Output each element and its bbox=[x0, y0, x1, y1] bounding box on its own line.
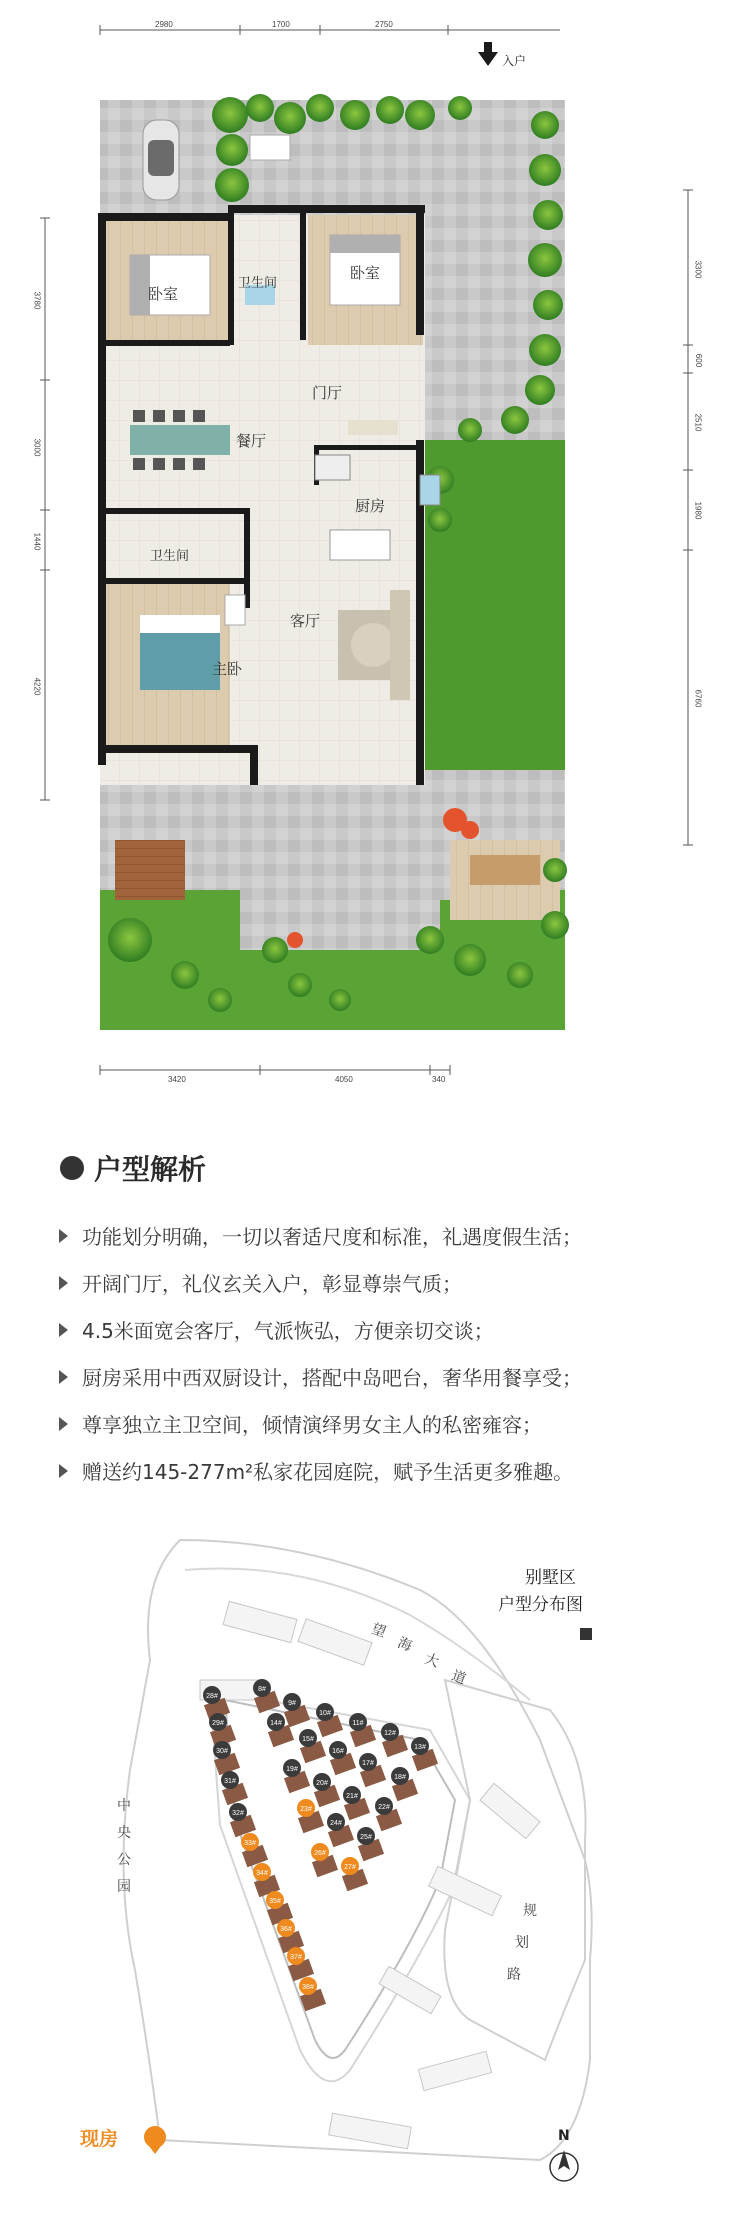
unit-label: 38# bbox=[302, 1984, 314, 1991]
unit-label: 12# bbox=[384, 1730, 396, 1737]
dim-right-1: 3300 bbox=[693, 260, 703, 279]
unit-label: 26# bbox=[314, 1850, 326, 1857]
dim-right-2: 600 bbox=[694, 353, 704, 368]
north-label: N bbox=[558, 2128, 570, 2144]
title-bullet-dot bbox=[60, 1156, 84, 1180]
unit-label: 27# bbox=[344, 1864, 356, 1871]
legend-label: 现房 bbox=[80, 2128, 119, 2150]
road-left-char: 央 bbox=[117, 1825, 131, 1841]
unit-label: 16# bbox=[332, 1748, 344, 1755]
unit-label: 32# bbox=[232, 1810, 244, 1817]
analysis-list bbox=[55, 1212, 695, 1494]
dim-left-1: 3780 bbox=[32, 291, 42, 310]
road-left-char: 公 bbox=[117, 1852, 131, 1868]
arrow-right-icon bbox=[59, 1229, 68, 1243]
dim-bottom-2: 4050 bbox=[335, 1075, 353, 1084]
sitemap-title-line2: 户型分布图 bbox=[498, 1595, 583, 1615]
unit-label: 14# bbox=[270, 1720, 282, 1727]
analysis-point-text: 4.5米面宽会客厅，气派恢弘，方便亲切交谈； bbox=[82, 1319, 494, 1343]
dim-right-3: 2510 bbox=[693, 413, 703, 432]
unit-label: 22# bbox=[378, 1804, 390, 1811]
legend-square-icon bbox=[580, 1628, 592, 1640]
dim-right-5: 6760 bbox=[693, 689, 703, 708]
road-top-char: 海 bbox=[395, 1635, 414, 1655]
location-pin-icon bbox=[144, 2126, 166, 2154]
road-left-char: 园 bbox=[117, 1879, 131, 1895]
unit-label: 21# bbox=[346, 1793, 358, 1800]
unit-label: 13# bbox=[414, 1744, 426, 1751]
unit-label: 28# bbox=[206, 1693, 218, 1700]
arrow-right-icon bbox=[59, 1370, 68, 1384]
analysis-point bbox=[55, 1212, 695, 1259]
dim-bottom-3: 340 bbox=[432, 1075, 446, 1084]
floor-plan bbox=[0, 0, 740, 1110]
analysis-point-text: 尊享独立主卫空间，倾情演绎男女主人的私密雍容； bbox=[82, 1413, 542, 1437]
unit-label: 11# bbox=[352, 1720, 364, 1727]
unit-label: 31# bbox=[224, 1778, 236, 1785]
dim-left-2: 3000 bbox=[32, 438, 42, 457]
unit-label: 10# bbox=[319, 1710, 331, 1717]
sitemap-title-line1: 别墅区 bbox=[525, 1568, 576, 1588]
road-left-char: 中 bbox=[117, 1798, 131, 1814]
unit-label: 29# bbox=[212, 1720, 224, 1727]
room-bedroom-2: 卧室 bbox=[350, 264, 381, 282]
road-top-char: 望 bbox=[369, 1621, 388, 1641]
unit-label: 8# bbox=[258, 1686, 266, 1693]
road-right-char: 划 bbox=[515, 1935, 529, 1951]
site-map bbox=[0, 1500, 740, 2234]
room-kitchen: 厨房 bbox=[355, 497, 386, 515]
unit-label: 15# bbox=[302, 1736, 314, 1743]
analysis-point bbox=[55, 1447, 695, 1494]
arrow-right-icon bbox=[59, 1276, 68, 1290]
arrow-right-icon bbox=[59, 1323, 68, 1337]
unit-label: 35# bbox=[269, 1898, 281, 1905]
room-living: 客厅 bbox=[290, 612, 321, 630]
dim-top-2: 1700 bbox=[272, 20, 290, 29]
analysis-point bbox=[55, 1306, 695, 1353]
unit-label: 24# bbox=[330, 1820, 342, 1827]
room-foyer: 门厅 bbox=[312, 384, 343, 402]
unit-label: 23# bbox=[300, 1806, 312, 1813]
arrow-right-icon bbox=[59, 1464, 68, 1478]
unit-label: 9# bbox=[288, 1700, 296, 1707]
unit-label: 25# bbox=[360, 1834, 372, 1841]
dim-left-4: 4220 bbox=[32, 677, 42, 696]
analysis-point-text: 功能划分明确，一切以奢适尺度和标准，礼遇度假生活； bbox=[82, 1225, 582, 1249]
room-master-bedroom: 主卧 bbox=[212, 660, 243, 678]
entry-label: 入户 bbox=[502, 54, 527, 68]
unit-label: 20# bbox=[316, 1780, 328, 1787]
dim-left-3: 1440 bbox=[32, 532, 42, 551]
room-bedroom-1: 卧室 bbox=[148, 285, 179, 303]
unit-label: 36# bbox=[280, 1926, 292, 1933]
analysis-point-text: 开阔门厅，礼仪玄关入户，彰显尊崇气质； bbox=[82, 1272, 462, 1296]
dim-top-1: 2980 bbox=[155, 20, 173, 29]
room-bathroom-master: 卫生间 bbox=[150, 549, 190, 564]
analysis-point-text: 赠送约145-277m²私家花园庭院，赋予生活更多雅趣。 bbox=[82, 1460, 574, 1484]
unit-label: 30# bbox=[216, 1748, 228, 1755]
road-right-char: 路 bbox=[507, 1967, 521, 1983]
road-top-char: 大 bbox=[422, 1651, 441, 1671]
dim-bottom-1: 3420 bbox=[168, 1075, 186, 1084]
road-right-char: 规 bbox=[523, 1903, 537, 1919]
north-arrow-icon bbox=[550, 2150, 578, 2181]
unit-label: 17# bbox=[362, 1760, 374, 1767]
unit-label: 37# bbox=[290, 1954, 302, 1961]
unit-label: 18# bbox=[394, 1774, 406, 1781]
unit-label: 33# bbox=[244, 1840, 256, 1847]
room-dining: 餐厅 bbox=[236, 432, 267, 450]
analysis-title-text: 户型解析 bbox=[94, 1153, 207, 1186]
arrow-right-icon bbox=[59, 1417, 68, 1431]
unit-label: 19# bbox=[286, 1766, 298, 1773]
analysis-title bbox=[60, 1148, 206, 1188]
road-top-char: 道 bbox=[449, 1668, 468, 1688]
analysis-point-text: 厨房采用中西双厨设计，搭配中岛吧台，奢华用餐享受； bbox=[82, 1366, 582, 1390]
analysis-point bbox=[55, 1259, 695, 1306]
floor-plan-drawing bbox=[0, 0, 740, 1110]
analysis-point bbox=[55, 1400, 695, 1447]
room-bathroom-top: 卫生间 bbox=[238, 276, 278, 291]
dim-top-3: 2750 bbox=[375, 20, 393, 29]
analysis-point bbox=[55, 1353, 695, 1400]
unit-label: 34# bbox=[256, 1870, 268, 1877]
dim-right-4: 1980 bbox=[693, 501, 703, 520]
